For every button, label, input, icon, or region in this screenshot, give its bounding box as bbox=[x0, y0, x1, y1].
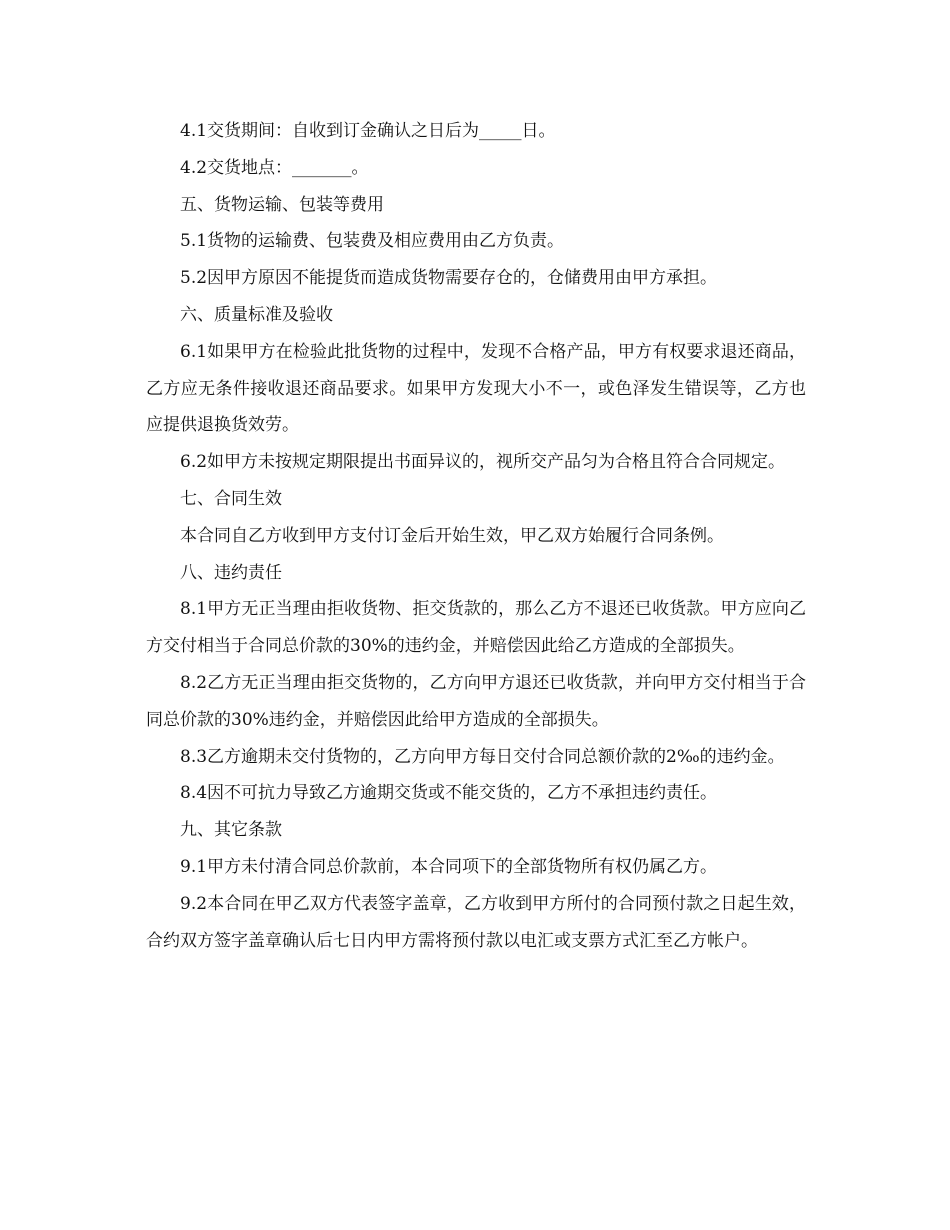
clause-8-4: 8.4因不可抗力导致乙方逾期交货或不能交货的，乙方不承担违约责任。 bbox=[180, 783, 718, 804]
document-body bbox=[146, 113, 806, 959]
clause-8-3: 8.3乙方逾期未交付货物的，乙方向甲方每日交付合同总额价款的2‰的违约金。 bbox=[180, 746, 785, 767]
clause-6-2: 6.2如甲方未按规定期限提出书面异议的，视所交产品匀为合格且符合合同规定。 bbox=[180, 452, 786, 473]
section-heading-7: 七、合同生效 bbox=[180, 488, 282, 509]
clause-5-1: 5.1货物的运输费、包装费及相应费用由乙方负责。 bbox=[180, 231, 565, 252]
clause-8-1: 8.1甲方无正当理由拒收货物、拒交货款的，那么乙方不退还已收货款。甲方应向乙方交付相当于合同总价款的30%的违约金，并赔偿因此给乙方造成的全部损失。 bbox=[146, 599, 806, 657]
clause-8-2: 8.2乙方无正当理由拒交货物的，乙方向甲方退还已收货款，并向甲方交付相当于合同总价款的30%违约金，并赔偿因此给甲方造成的全部损失。 bbox=[146, 672, 806, 730]
clause-6-1: 6.1如果甲方在检验此批货物的过程中，发现不合格产品，甲方有权要求退还商品，乙方应无条件接收退还商品要求。如果甲方发现大小不一，或色泽发生错误等，乙方也应提供退换货效劳。 bbox=[146, 341, 806, 436]
clause-4-1: 4.1交货期间：自收到订金确认之日后为_____日。 bbox=[180, 121, 556, 141]
clause-7-body: 本合同自乙方收到甲方支付订金后开始生效，甲乙双方始履行合同条例。 bbox=[180, 525, 724, 546]
clause-4-2: 4.2交货地点：_______。 bbox=[180, 157, 369, 178]
clause-5-2: 5.2因甲方原因不能提货而造成货物需要存仓的，仓储费用由甲方承担。 bbox=[180, 268, 718, 289]
section-heading-9: 九、其它条款 bbox=[180, 820, 282, 841]
clause-9-1: 9.1甲方未付清合同总价款前，本合同项下的全部货物所有权仍属乙方。 bbox=[180, 856, 718, 877]
section-heading-6: 六、质量标准及验收 bbox=[180, 304, 333, 325]
section-heading-8: 八、违约责任 bbox=[180, 562, 282, 583]
section-heading-5: 五、货物运输、包装等费用 bbox=[180, 194, 384, 215]
clause-9-2: 9.2本合同在甲乙双方代表签字盖章，乙方收到甲方所付的合同预付款之日起生效，合约双方签字盖章确认后七日内甲方需将预付款以电汇或支票方式汇至乙方帐户。 bbox=[146, 893, 806, 951]
